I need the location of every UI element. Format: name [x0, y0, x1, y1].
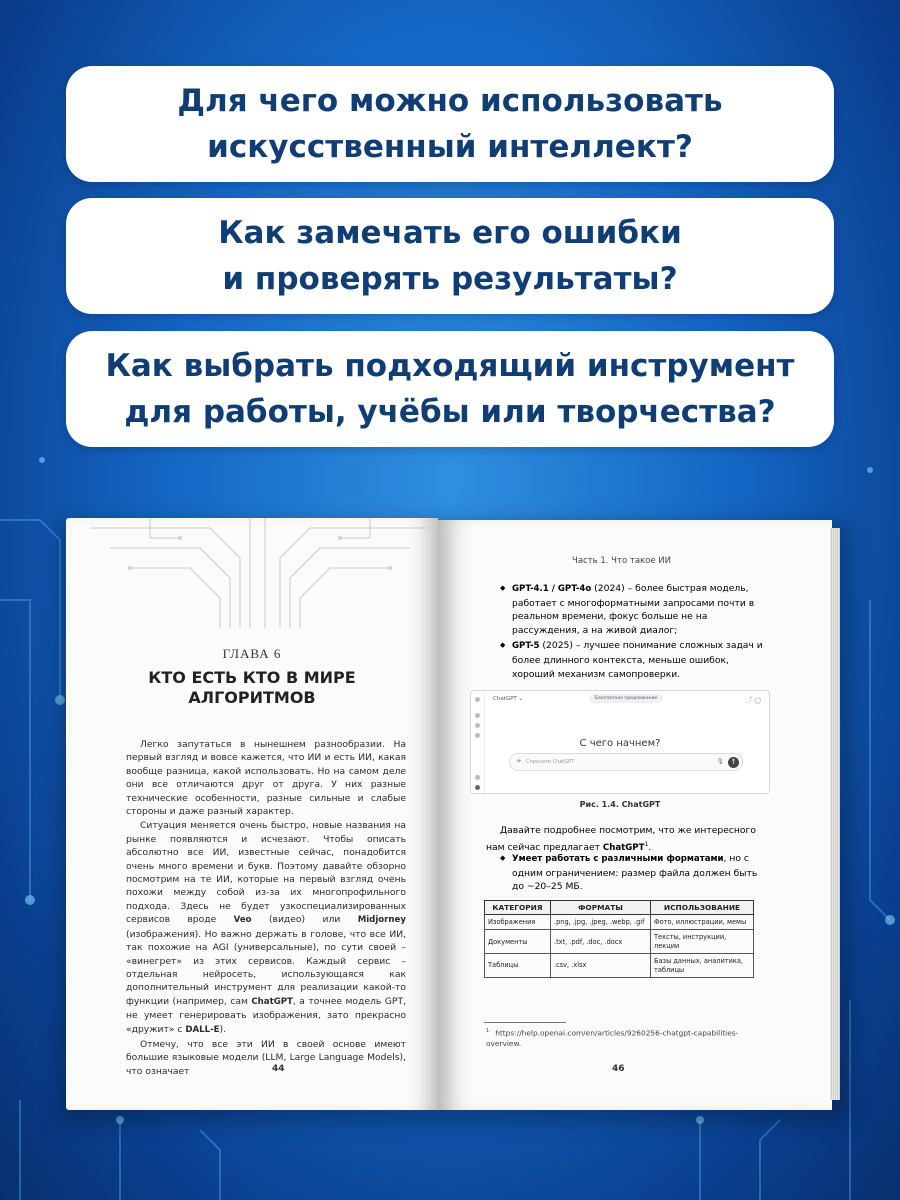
question-card-ai-uses — [66, 66, 834, 182]
avatar-icon — [475, 785, 480, 790]
question-line: искусственный интеллект? — [207, 129, 693, 165]
new-chat-icon — [475, 713, 480, 718]
table-cell: Базы данных, аналитика, таблицы — [651, 954, 754, 978]
plus-icon — [475, 775, 480, 780]
share-icon: ⤴ ◯ — [746, 697, 761, 704]
table-cell: Таблицы — [485, 954, 551, 978]
bold-term: ChatGPT — [251, 996, 293, 1007]
intro-paragraph — [486, 824, 756, 855]
question-line: и проверять результаты? — [222, 261, 678, 297]
text-run: ). — [219, 1023, 227, 1035]
chapter-title — [66, 668, 438, 708]
question-card-tools — [66, 331, 834, 447]
table-cell: .txt, .pdf, .doc, .docx — [551, 930, 651, 954]
model-bullet-list — [500, 582, 772, 683]
page-number-left: 44 — [272, 1064, 285, 1074]
column-header: ФОРМАТЫ — [551, 901, 651, 915]
ss-prompt-input — [509, 753, 743, 771]
send-icon: ↑ — [728, 757, 739, 768]
table-header-row — [485, 901, 754, 915]
footnote-divider — [484, 1022, 566, 1023]
footnote-ref: 1 — [644, 840, 649, 848]
formats-bullet — [500, 852, 758, 896]
question-line: Для чего можно использовать — [177, 83, 723, 119]
table-cell: .png, .jpg, .jpeg, .webp, .gif — [551, 915, 651, 930]
table-cell: Тексты, инструкции, лекции — [651, 930, 754, 954]
bold-term: Midjorney — [357, 915, 406, 926]
running-head: Часть 1. Что такое ИИ — [572, 556, 672, 566]
text-run: (2025) – лучшее понимание сложных задач и более длинного контекста, меньше ошибок, хороший механизм самопроверки. — [512, 640, 763, 680]
ss-app-title: ChatGPT ⌄ — [493, 696, 524, 702]
text-run: (видео) или — [251, 914, 358, 926]
footnote — [486, 1026, 756, 1049]
bold-term: Veo — [233, 915, 252, 926]
table-cell: Изображения — [485, 915, 551, 930]
list-item — [500, 852, 758, 894]
ss-placeholder: Спросите ChatGPT — [526, 759, 575, 765]
bold-term: GPT-4.1 / GPT-4o — [512, 584, 592, 594]
list-item — [500, 639, 772, 681]
formats-table — [484, 900, 754, 978]
chapter-title-line: КТО ЕСТЬ КТО В МИРЕ — [148, 668, 356, 687]
table-row — [485, 915, 754, 930]
ss-plan-badge: Бесплатное предложение — [589, 694, 663, 703]
table-cell: Фото, иллюстрации, мемы — [651, 915, 754, 930]
footnote-url: https://help.openai.com/en/articles/9260256-chatgpt-capabilities-overview. — [486, 1028, 739, 1048]
footnote-mark: 1 — [486, 1028, 490, 1034]
question-line: Как выбрать подходящий инструмент — [105, 348, 795, 384]
column-header: ИСПОЛЬЗОВАНИЕ — [651, 901, 754, 915]
question-card-errors — [66, 198, 834, 314]
bold-term: ChatGPT — [602, 842, 645, 853]
text-run: (2024) – более быстрая модель, работает с многоформатными запросами почти в реальном времени, фокус больше не на рассуждения, а на живой диалог; — [512, 583, 755, 636]
bold-term: DALL-E — [185, 1024, 220, 1035]
figure-caption: Рис. 1.4. ChatGPT — [579, 800, 661, 809]
chatgpt-screenshot — [470, 690, 770, 794]
mic-icon: 🎙 — [716, 758, 724, 765]
table-cell: .csv, .xlsx — [551, 954, 651, 978]
text-run: (изображения). Но важно держать в голове, что все ИИ, так похожие на AGI (универсальные), по сути своей – «винегрет» из этих сервисов. Каждый сервис – отдельная нейросеть, использующаяся как дополнительный инструмент для реализации какой-то функции (например, сам — [126, 928, 406, 1007]
text-run: Давайте подробнее посмотрим, что же интересного нам сейчас предлагает — [486, 825, 757, 853]
plus-icon: + — [516, 757, 522, 765]
search-icon — [475, 723, 480, 728]
page-number-right: 46 — [612, 1064, 625, 1074]
bold-term: Умеет работать с различными форматами — [512, 854, 724, 864]
column-header: КАТЕГОРИЯ — [485, 901, 551, 915]
paragraph: Отмечу, что все эти ИИ в своей основе имеют большие языковые модели (LLM, Large Language Models), что означает — [126, 1038, 406, 1077]
circuit-illustration — [90, 518, 430, 628]
chapter-label: ГЛАВА 6 — [222, 646, 282, 661]
question-line: для работы, учёбы или творчества? — [124, 394, 776, 430]
logo-icon — [475, 697, 480, 702]
table-cell: Документы — [485, 930, 551, 954]
text-run: , а точнее модель GPT, не умеет генерировать изображения, зато прекрасно «дружит» с — [126, 995, 406, 1035]
chapter-title-line: АЛГОРИТМОВ — [188, 688, 316, 707]
text-run: Ситуация меняется очень быстро, новые названия на рынке появляются и исчезают. Чтобы описать абсолютно все ИИ, известные сейчас, понадобится очень много времени и букв. Поэтому давайте обзорно посмотрим на те ИИ, которые на первый взгляд очень похожи между собой из-за их многопрофильного подхода. Здесь не будет узкоспециализированных сервисов вроде — [126, 820, 406, 926]
list-item — [500, 582, 772, 637]
text-run: , но с одним ограничением: размер файла должен быть до ~20–25 МБ. — [512, 853, 758, 893]
page-edges — [830, 528, 840, 1100]
paragraph: Легко запутаться в нынешнем разнообразии. На первый взгляд и вовсе кажется, что ИИ и есть ИИ, какая вообще разница, какой использовать. Но на самом деле они все отличаются друг от друга. У них разные технические особенности, разные сильные и слабые стороны и даже разный характер. — [126, 739, 406, 818]
paragraph — [126, 819, 406, 1037]
table-row — [485, 954, 754, 978]
ss-heading: С чего начнем? — [579, 738, 661, 749]
bold-term: GPT-5 — [512, 641, 540, 652]
question-line: Как замечать его ошибки — [218, 215, 682, 251]
left-body-text — [126, 738, 406, 1079]
table-row — [485, 930, 754, 954]
text-run: . — [648, 841, 652, 853]
